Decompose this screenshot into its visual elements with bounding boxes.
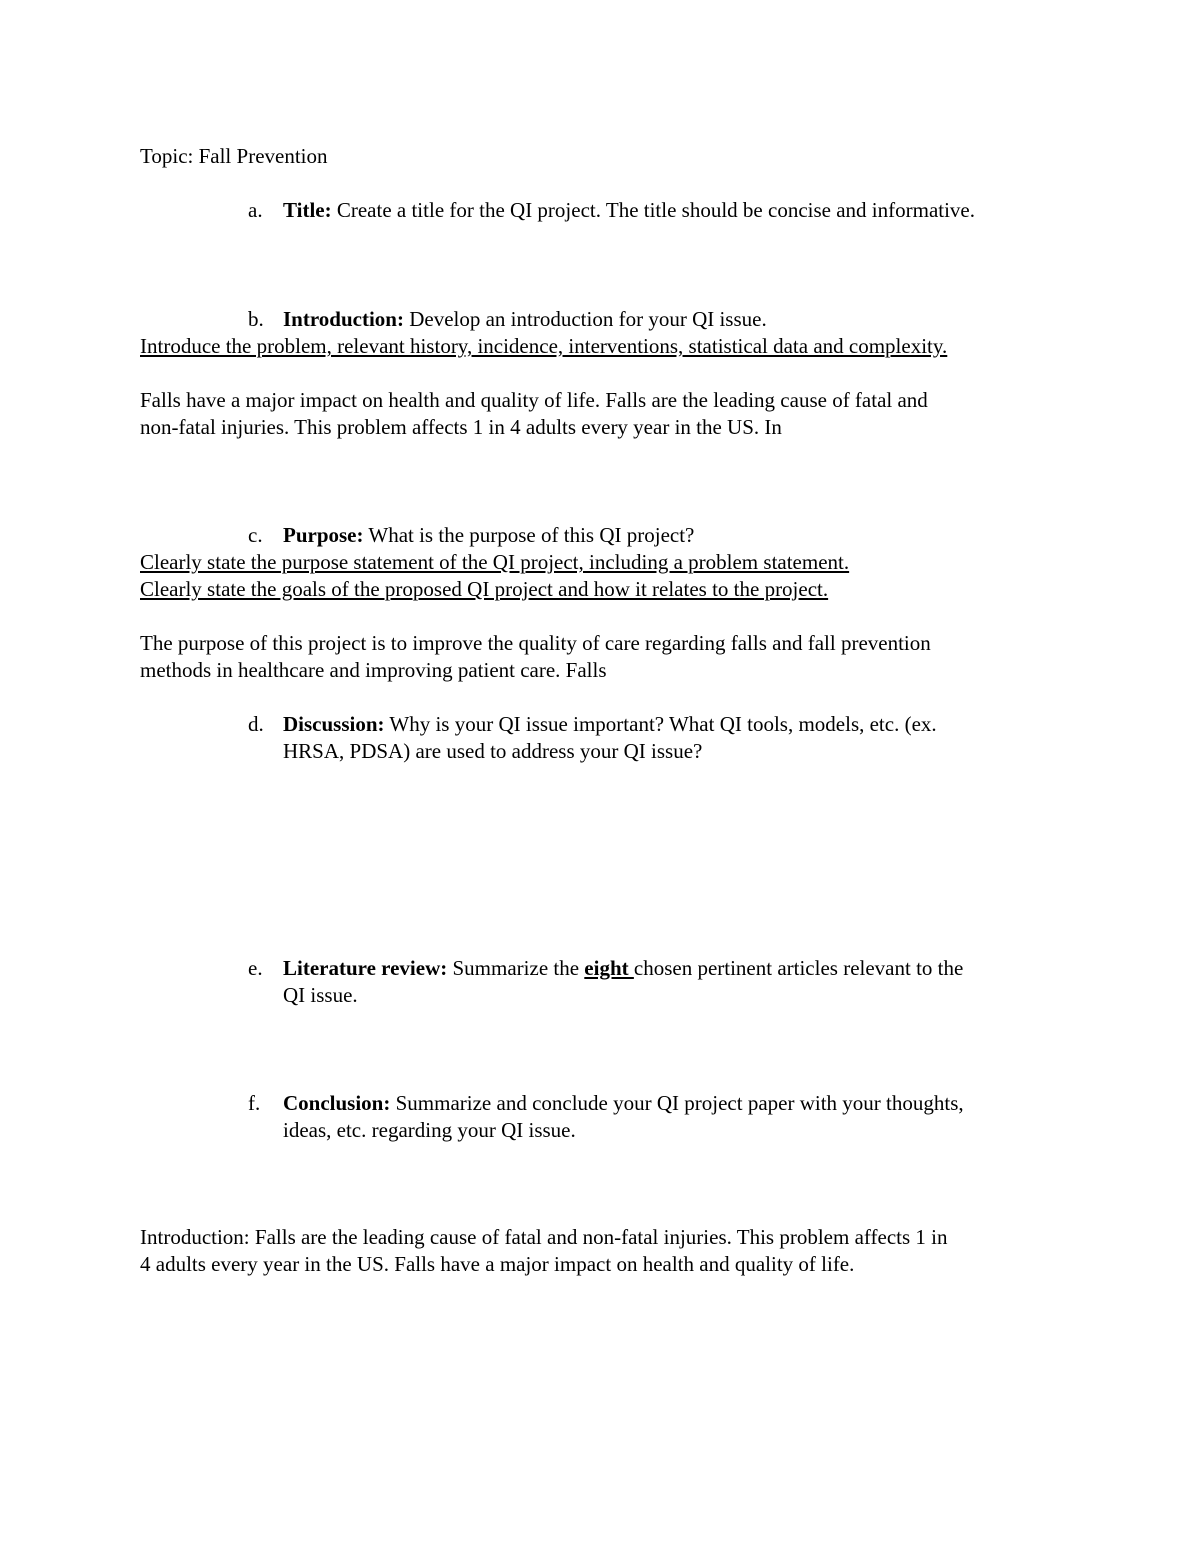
closing-line-2: 4 adults every year in the US. Falls have a major impact on health and quality of life.: [140, 1252, 855, 1276]
item-b-marker: b.: [248, 307, 264, 331]
item-f-title: [283, 1090, 964, 1116]
item-e-title: [283, 955, 963, 981]
item-b-text: Develop an introduction for your QI issue.: [403, 307, 767, 331]
item-d-label: Discussion:: [283, 712, 385, 736]
item-f-text-2: ideas, etc. regarding your QI issue.: [283, 1118, 576, 1142]
item-c-answer-line-1: The purpose of this project is to improve the quality of care regarding falls and fall prevention: [140, 631, 931, 655]
item-e-text-2: QI issue.: [283, 983, 358, 1007]
item-c-marker: c.: [248, 523, 263, 547]
item-b-answer-line-2: non-fatal injuries. This problem affects 1 in 4 adults every year in the US. In: [140, 415, 782, 439]
item-e-marker: e.: [248, 956, 263, 980]
item-c-text: What is the purpose of this QI project?: [363, 523, 695, 547]
item-b-instruction: Introduce the problem, relevant history, incidence, interventions, statistical data and complexity.: [140, 334, 948, 358]
item-c-instruction-2: Clearly state the goals of the proposed QI project and how it relates to the project.: [140, 577, 829, 601]
item-c-instruction-1: Clearly state the purpose statement of the QI project, including a problem statement.: [140, 550, 850, 574]
item-b-title: [283, 306, 767, 332]
item-a-label: Title:: [283, 198, 332, 222]
item-c-answer-line-2: methods in healthcare and improving patient care. Falls: [140, 658, 607, 682]
closing-line-1: Introduction: Falls are the leading cause of fatal and non-fatal injuries. This problem affects 1 in: [140, 1225, 948, 1249]
item-d-title: [283, 711, 937, 737]
item-e-emphasis: eight: [584, 956, 634, 980]
item-c-label: Purpose:: [283, 523, 364, 547]
item-a-title: [283, 197, 975, 223]
item-a-marker: a.: [248, 198, 263, 222]
item-c-title: [283, 522, 694, 548]
item-f-text-1: Summarize and conclude your QI project paper with your thoughts,: [390, 1091, 964, 1115]
topic-line: Topic: Fall Prevention: [140, 144, 328, 168]
item-f-marker: f.: [248, 1091, 261, 1115]
item-d-marker: d.: [248, 712, 264, 736]
item-b-label: Introduction:: [283, 307, 404, 331]
item-d-text-2: HRSA, PDSA) are used to address your QI issue?: [283, 739, 703, 763]
item-e-text-after: chosen pertinent articles relevant to the: [633, 956, 964, 980]
item-f-label: Conclusion:: [283, 1091, 391, 1115]
item-e-text-before: Summarize the: [447, 956, 585, 980]
item-d-text-1: Why is your QI issue important? What QI tools, models, etc. (ex.: [384, 712, 937, 736]
item-b-answer-line-1: Falls have a major impact on health and quality of life. Falls are the leading cause of fatal and: [140, 388, 928, 412]
item-e-label: Literature review:: [283, 956, 448, 980]
item-a-text: Create a title for the QI project. The title should be concise and informative.: [331, 198, 976, 222]
